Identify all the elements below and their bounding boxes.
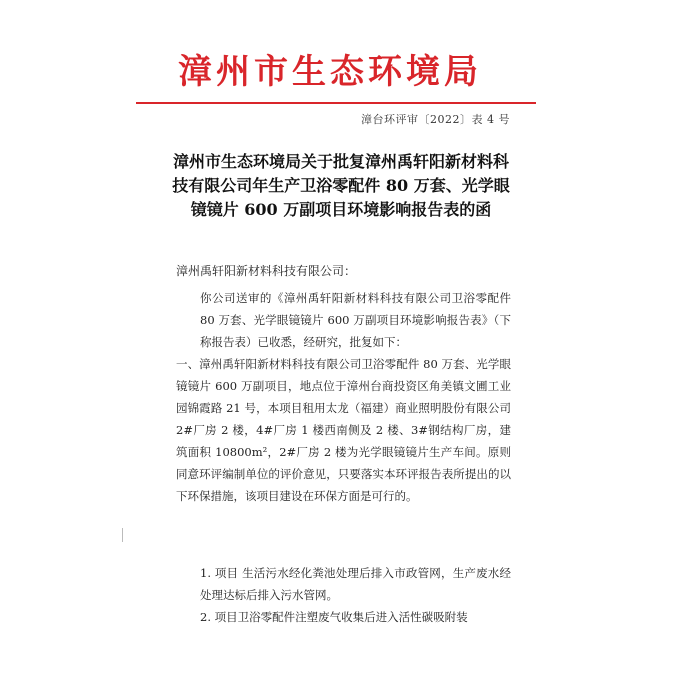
paragraph-item-1-text: 1. 项目 生活污水经化粪池处理后排入市政管网，生产废水经处理达标后排入污水管网。	[200, 566, 511, 602]
paragraph-intro	[176, 287, 511, 353]
salutation: 漳州禹轩阳新材料科技有限公司：	[176, 264, 357, 278]
paragraph-item-one: 一、漳州禹轩阳新材料科技有限公司卫浴零配件 80 万套、光学眼镜镜片 600 万副项目，地点位于漳州台商投资区角美镇文圃工业园锦霞路 21 号，本项目租用太龙（福建）商业照明股份有限公司 2#厂房 2 楼，4#厂房 1 楼西南侧及 2 楼、3#钢结构厂房，建筑面积 10800m²，2#厂房 2 楼为光学眼镜镜片生产车间。原则同意环评编制单位的评价意见，只要落实本环评报告表所提出的以下环保措施，该项目建设在环保方面是可行的。	[176, 357, 511, 503]
letterhead-agency-name: 漳州市生态环境局	[178, 52, 482, 92]
paragraph-item-2-text: 2. 项目卫浴零配件注塑废气收集后进入活性碳吸附装	[200, 610, 468, 624]
margin-mark	[122, 528, 123, 542]
document-title: 漳州市生态环境局关于批复漳州禹轩阳新材料科技有限公司年生产卫浴零配件 80 万套、光学眼镜镜片 600 万副项目环境影响报告表的函	[172, 152, 510, 219]
letterhead-red-rule	[136, 102, 536, 104]
document-number: 漳台环评审〔2022〕表 4 号	[361, 113, 510, 126]
paragraph-item-1	[176, 562, 511, 606]
paragraph-intro-text: 你公司送审的《漳州禹轩阳新材料科技有限公司卫浴零配件 80 万套、光学眼镜镜片 600 万副项目环境影响报告表》（下称报告表）已收悉，经研究，批复如下：	[200, 291, 511, 349]
paragraph-item-2	[176, 606, 511, 628]
